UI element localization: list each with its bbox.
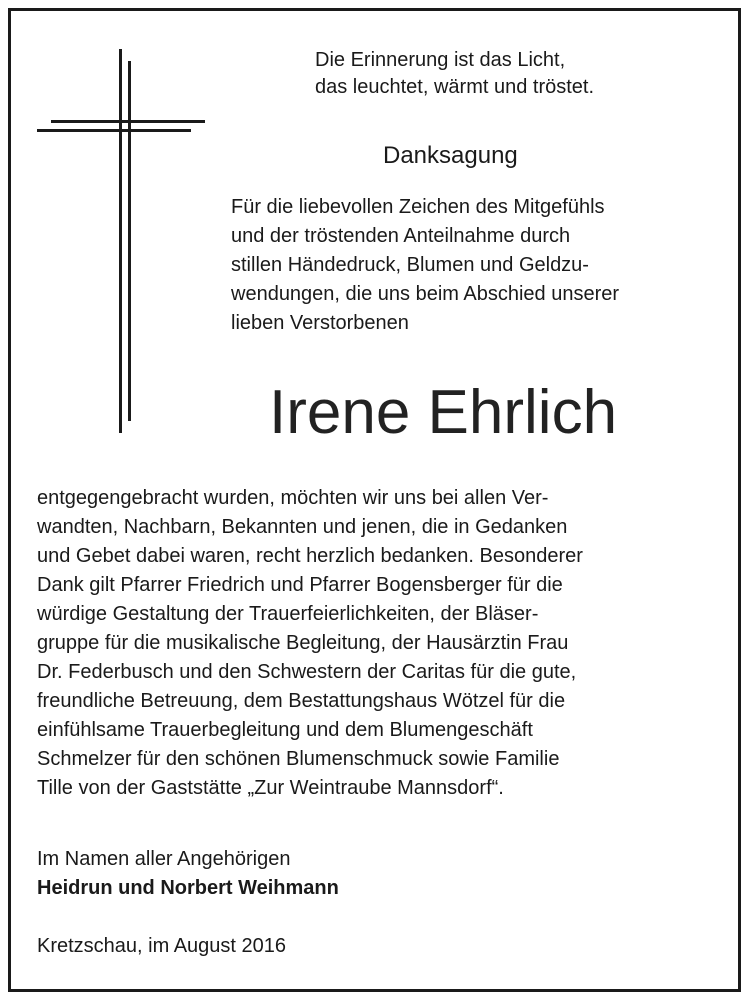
deceased-name: Irene Ehrlich <box>269 378 618 447</box>
signers-names: Heidrun und Norbert Weihmann <box>37 877 339 899</box>
memorial-quote: Die Erinnerung ist das Licht, das leuchtet, wärmt und tröstet. <box>315 49 595 98</box>
place-and-date: Kretzschau, im August 2016 <box>37 935 287 957</box>
notice-heading: Danksagung <box>383 142 518 169</box>
intro-text: Für die liebevollen Zeichen des Mitgefühls und der tröstenden Anteilnahme durch stillen Händedruck, Blumen und Geldzu- wendungen, die uns beim Abschied unserer lieben Verstorbenen <box>231 196 620 334</box>
notice-frame <box>8 8 741 992</box>
signoff-line: Im Namen aller Angehörigen <box>37 848 291 870</box>
thanks-body-text: entgegengebracht wurden, möchten wir uns bei allen Ver- wandten, Nachbarn, Bekannten und jenen, die in Gedanken und Gebet dabei waren, recht herzlich bedanken. Besonderer Dank gilt Pfarrer Friedrich und Pfarrer Bogensberger für die würdige Gestaltung der Trauerfeierlichkeiten, der Bläser- gruppe für die musikalische Begleitung, der Hausärztin Frau Dr. Federbusch und den Schwestern der Caritas für die gute, freundliche Betreuung, dem Bestattungshaus Wötzel für die einfühlsame Trauerbegleitung und dem Blumengeschäft Schmelzer für den schönen Blumenschmuck sowie Familie Tille von der Gaststätte „Zur Weintraube Mannsdorf“. <box>37 487 583 799</box>
double-line-cross-icon <box>37 49 205 433</box>
